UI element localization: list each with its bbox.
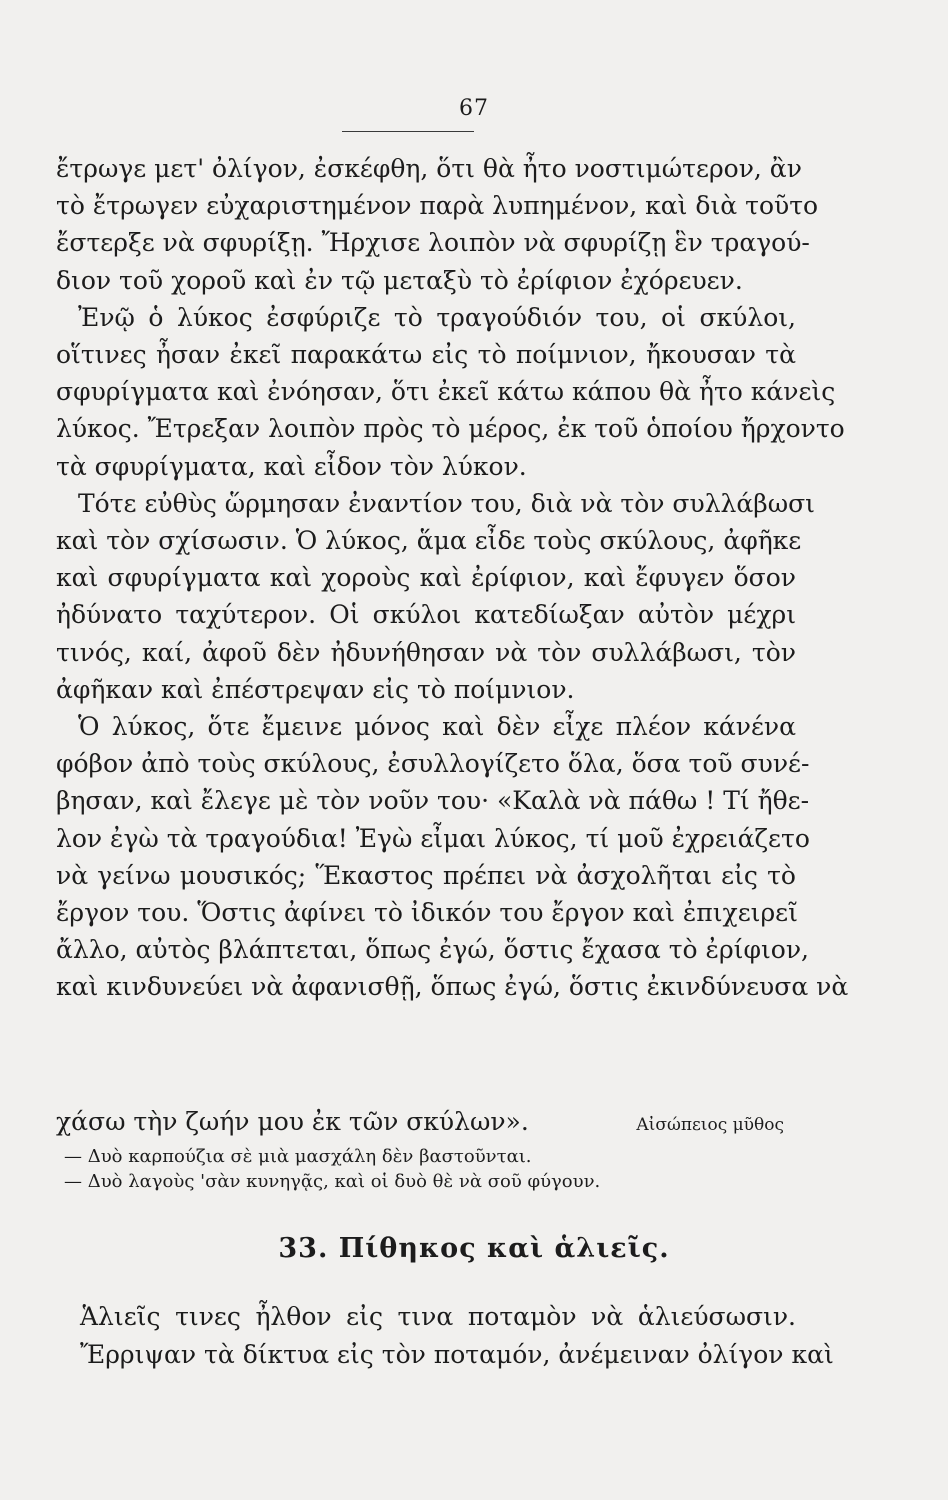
text-line: καὶ κινδυνεύει νὰ ἀφανισθῇ, ὅπως ἐγώ, ὅστις ἐκινδύνευσα νὰ	[56, 972, 849, 1002]
text-line: λύκος. Ἔτρεξαν λοιπὸν πρὸς τὸ μέρος, ἐκ τοῦ ὁποίου ἤρχοντο	[56, 414, 845, 444]
text-line: καὶ τὸν σχίσωσιν. Ὁ λύκος, ἅμα εἶδε τοὺς σκύλους, ἀφῆκε	[56, 526, 802, 556]
text-line: ἠδύνατο ταχύτερον. Οἱ σκύλοι κατεδίωξαν αὐτὸν μέχρι	[56, 600, 796, 630]
text-line: τὸ ἔτρωγεν εὐχαριστημένον παρὰ λυπημένον, καὶ διὰ τοῦτο	[56, 191, 819, 221]
proverbs	[64, 1144, 784, 1194]
text-line: φόβον ἀπὸ τοὺς σκύλους, ἐσυλλογίζετο ὅλα, ὅσα τοῦ συνέ-	[56, 749, 810, 779]
fable-body	[56, 150, 849, 1006]
text-line: χάσω τὴν ζωήν μου ἐκ τῶν σκύλων».	[56, 1107, 529, 1136]
text-line: διον τοῦ χοροῦ καὶ ἐν τῷ μεταξὺ τὸ ἐρίφιον ἐχόρευεν.	[56, 265, 743, 295]
text-line: βησαν, καὶ ἔλεγε μὲ τὸν νοῦν του· «Καλὰ νὰ πάθω ! Τί ἤθε-	[56, 786, 810, 816]
text-line: ἄλλο, αὐτὸς βλάπτεται, ὅπως ἐγώ, ὅστις ἔχασα τὸ ἐρίφιον,	[56, 935, 809, 965]
fable-attribution: Αἰσώπειος μῦθος	[636, 1115, 784, 1135]
section-body	[80, 1298, 834, 1374]
fable-last-line	[56, 1107, 796, 1136]
section-title: 33. Πίθηκος καὶ ἁλιεῖς.	[278, 1233, 670, 1264]
proverb-line: — Δυὸ καρπούζια σὲ μιὰ μασχάλη δὲν βαστοῦνται.	[64, 1146, 532, 1167]
text-line: λον ἐγὼ τὰ τραγούδια! Ἐγὼ εἶμαι λύκος, τί μοῦ ἐχρειάζετο	[56, 823, 810, 853]
header-rule	[342, 131, 474, 132]
text-line: ἔστερξε νὰ σφυρίξῃ. Ἤρχισε λοιπὸν νὰ σφυρίζῃ ἓν τραγού-	[56, 228, 810, 258]
text-line: τινός, καί, ἀφοῦ δὲν ἠδυνήθησαν νὰ τὸν συλλάβωσι, τὸν	[56, 637, 796, 667]
text-line: Τότε εὐθὺς ὥρμησαν ἐναντίον του, διὰ νὰ τὸν συλλάβωσι	[78, 488, 815, 518]
text-line: καὶ σφυρίγματα καὶ χοροὺς καὶ ἐρίφιον, καὶ ἔφυγεν ὅσον	[56, 563, 796, 593]
text-line: τὰ σφυρίγματα, καὶ εἶδον τὸν λύκον.	[56, 451, 527, 481]
text-line: ἔργον του. Ὅστις ἀφίνει τὸ ἰδικόν του ἔργον καὶ ἐπιχειρεῖ	[56, 898, 798, 928]
text-line: ἔτρωγε μετ' ὀλίγον, ἐσκέφθη, ὅτι θὰ ἦτο νοστιμώτερον, ἂν	[56, 154, 802, 183]
text-line: Ἁλιεῖς τινες ἦλθον εἰς τινα ποταμὸν νὰ ἁλιεύσωσιν.	[80, 1302, 796, 1331]
text-line: οἵτινες ἦσαν ἐκεῖ παρακάτω εἰς τὸ ποίμνιον, ἤκουσαν τὰ	[56, 340, 796, 370]
text-line: Ἐνῷ ὁ λύκος ἐσφύριζε τὸ τραγούδιόν του, οἱ σκύλοι,	[78, 302, 796, 332]
text-line: νὰ γείνω μουσικός; Ἕκαστος πρέπει νὰ ἀσχολῆται εἰς τὸ	[56, 860, 796, 890]
text-line: Ἔρριψαν τὰ δίκτυα εἰς τὸν ποταμόν, ἀνέμειναν ὀλίγον καὶ	[80, 1340, 834, 1369]
page-number: 67	[459, 96, 489, 121]
proverb-line: — Δυὸ λαγοὺς 'σὰν κυνηγᾷς, καὶ οἱ δυὸ θὲ νὰ σοῦ φύγουν.	[64, 1171, 601, 1192]
text-line: σφυρίγματα καὶ ἐνόησαν, ὅτι ἐκεῖ κάτω κάπου θὰ ἦτο κάνεὶς	[56, 377, 836, 407]
text-line: ἀφῆκαν καὶ ἐπέστρεψαν εἰς τὸ ποίμνιον.	[56, 674, 575, 704]
text-line: Ὁ λύκος, ὅτε ἔμεινε μόνος καὶ δὲν εἶχε πλέον κάνένα	[78, 712, 796, 742]
